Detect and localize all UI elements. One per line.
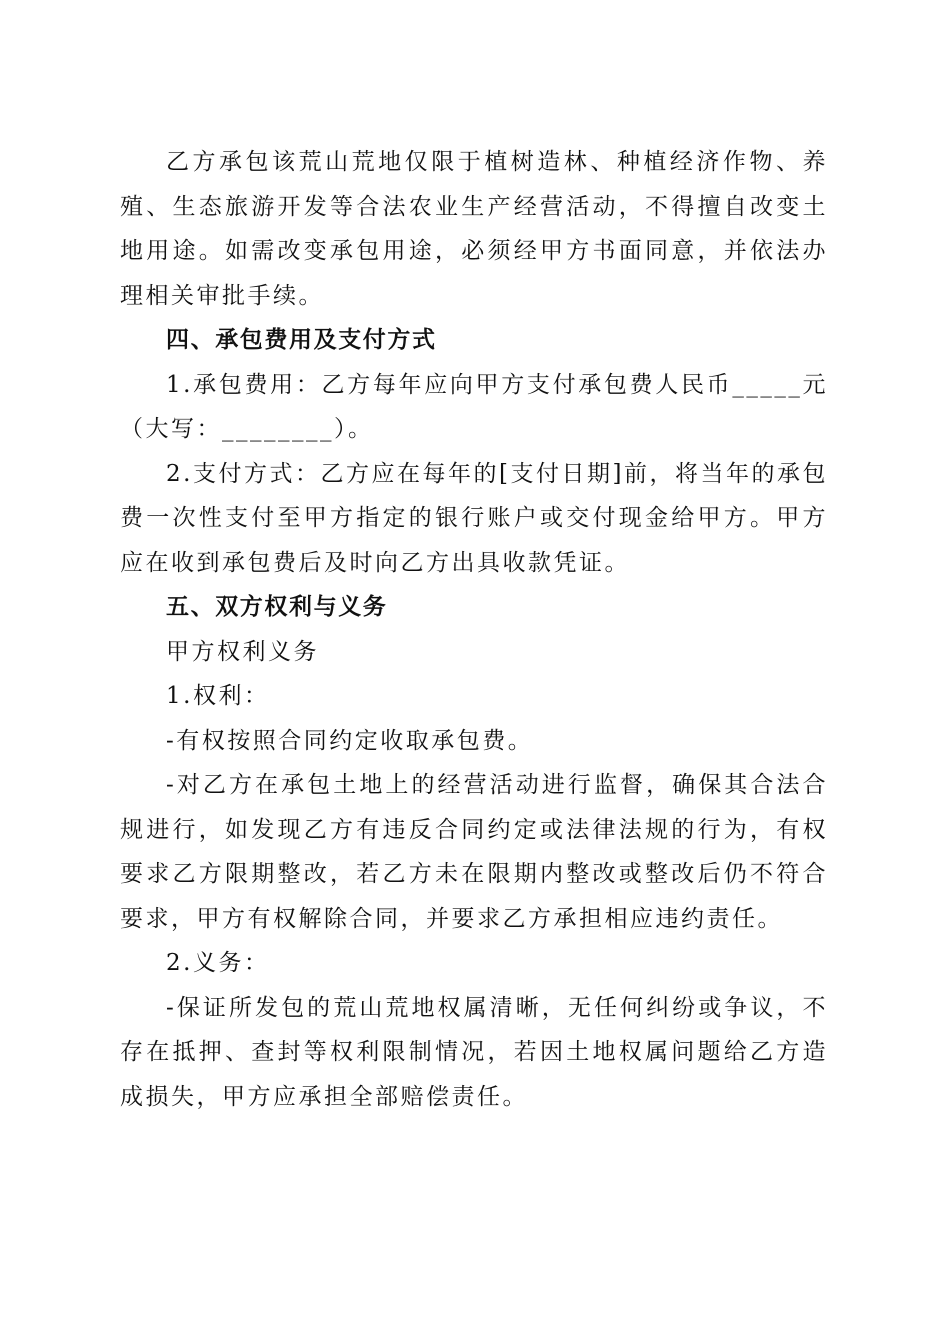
subheading-party-a: 甲方权利义务 <box>166 638 319 665</box>
list-item-ownership-guarantee: -保证所发包的荒山荒地权属清晰，无任何纠纷或争议，不存在抵押、查封等权利限制情况，若因土地权属问题给乙方造成损失，甲方应承担全部赔偿责任。 <box>120 994 828 1110</box>
label-rights: 1.权利： <box>166 683 270 709</box>
list-item-collect-fee: -有权按照合同约定收取承包费。 <box>166 727 534 754</box>
section-heading-rights-obligations: 五、双方权利与义务 <box>166 594 388 620</box>
section-heading-fees: 四、承包费用及支付方式 <box>166 327 437 353</box>
paragraph-contract-fee: 1.承包费用：乙方每年应向甲方支付承包费人民币_____元（大写：________）。 <box>120 371 828 442</box>
document-body <box>120 140 828 1119</box>
list-item-supervision: -对乙方在承包土地上的经营活动进行监督，确保其合法合规进行，如发现乙方有违反合同约定或法律法规的行为，有权要求乙方限期整改，若乙方未在限期内整改或整改后仍不符合要求，甲方有权解除合同，并要求乙方承担相应违约责任。 <box>120 772 828 932</box>
paragraph-land-use: 乙方承包该荒山荒地仅限于植树造林、种植经济作物、养殖、生态旅游开发等合法农业生产经营活动，不得擅自改变土地用途。如需改变承包用途，必须经甲方书面同意，并依法办理相关审批手续。 <box>120 149 828 309</box>
label-obligations: 2.义务： <box>166 950 270 976</box>
paragraph-payment-method: 2.支付方式：乙方应在每年的[支付日期]前，将当年的承包费一次性支付至甲方指定的银行账户或交付现金给甲方。甲方应在收到承包费后及时向乙方出具收款凭证。 <box>120 460 828 576</box>
